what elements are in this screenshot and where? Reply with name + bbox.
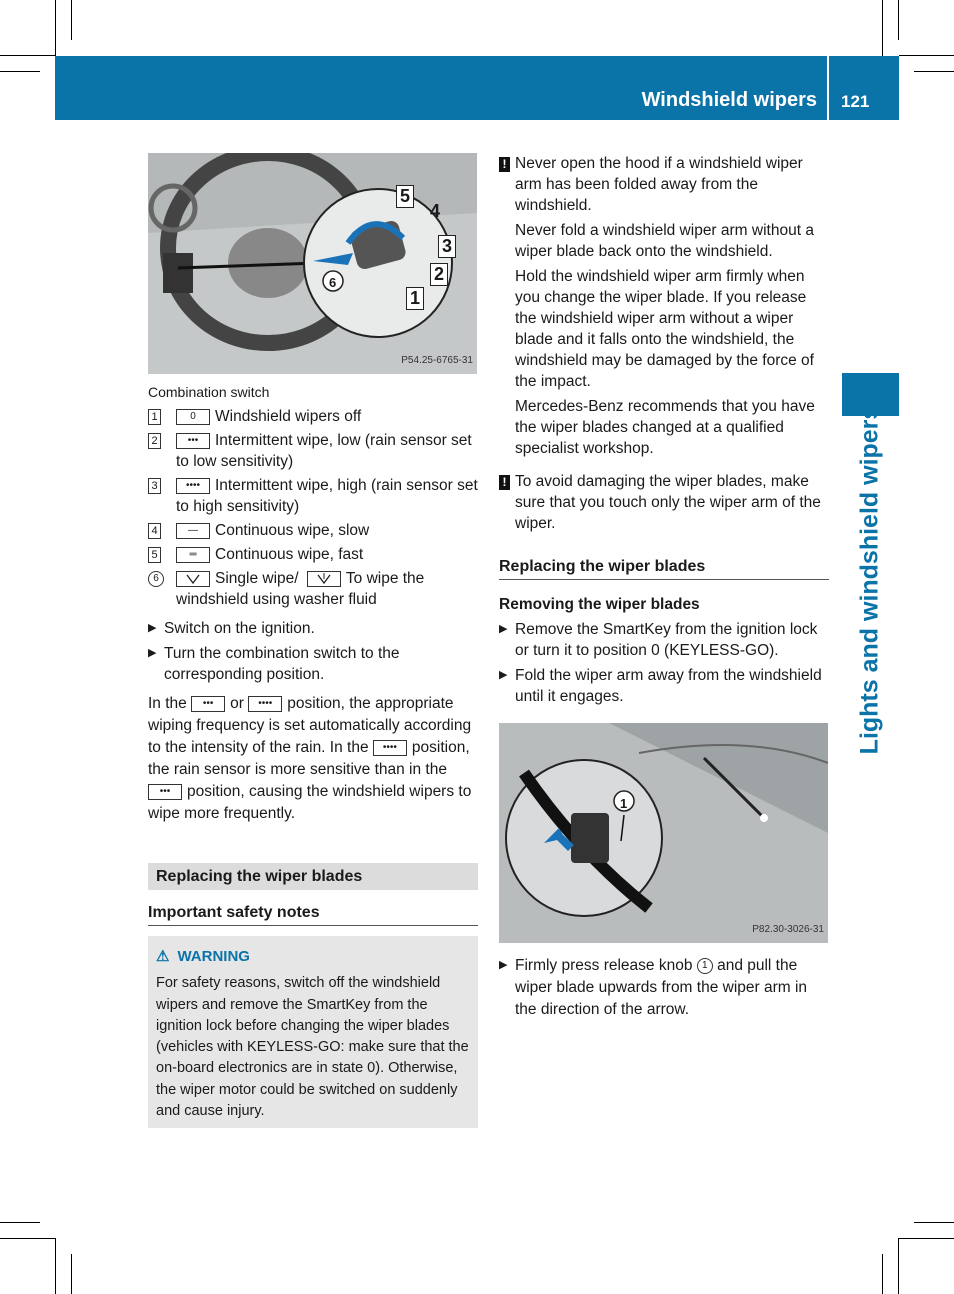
instruction-step: [499, 665, 829, 707]
step-text: Turn the combination switch to the corresponding position.: [164, 645, 400, 683]
crop-mark: [899, 55, 954, 56]
legend-item: [148, 520, 478, 541]
replacing-heading: Replacing the wiper blades: [499, 556, 829, 580]
legend-number: 5: [148, 547, 161, 563]
callout-3: 3: [438, 235, 456, 258]
crop-mark: [71, 0, 72, 40]
legend-number: 4: [148, 523, 161, 539]
callout-ref: 1: [697, 958, 713, 974]
note-paragraph: Never fold a windshield wiper arm without a wiper blade back onto the windshield.: [515, 222, 814, 260]
figure-code: P82.30-3026-31: [752, 924, 824, 935]
legend-text: Continuous wipe, slow: [215, 522, 370, 539]
wiper-off-symbol: 0: [176, 409, 210, 425]
right-column: [499, 153, 829, 1021]
figure-code: P54.25-6765-31: [401, 355, 473, 366]
crop-mark: [0, 71, 40, 72]
callout-1: 1: [406, 287, 424, 310]
instruction-step: [499, 619, 829, 661]
legend-text: Single wipe/: [215, 570, 299, 587]
left-column: [148, 153, 478, 1128]
legend-text: Windshield wipers off: [215, 408, 362, 425]
step-arrow-icon: ▶: [499, 959, 508, 971]
crop-mark: [55, 0, 56, 56]
note-paragraph: Never open the hood if a windshield wiper arm has been folded away from the windshield.: [515, 155, 803, 214]
legend-number: 1: [148, 409, 161, 425]
legend-number: 3: [148, 478, 161, 494]
step-arrow-icon: ▶: [148, 622, 157, 634]
crop-mark: [914, 71, 954, 72]
step-text: Firmly press release knob 1 and pull the wiper blade upwards from the wiper arm in the direction of the arrow.: [515, 957, 808, 1018]
single-wipe-icon: [176, 571, 210, 587]
warning-title: WARNING: [177, 948, 250, 965]
warning-text: For safety reasons, switch off the windshield wipers and remove the SmartKey from the ignition lock before changing the wiper blades (vehicles with KEYLESS-GO: make sure that the on-board electronics are in state 0). Otherwise, the wiper motor could be switched on suddenly and cause injury.: [156, 975, 469, 1120]
crop-mark: [898, 0, 899, 40]
legend-item: [148, 430, 478, 472]
step-arrow-icon: ▶: [499, 669, 508, 681]
caution-icon: !: [499, 157, 510, 172]
figure-caption: Combination switch: [148, 384, 270, 400]
warning-triangle-icon: ⚠: [156, 948, 170, 965]
crop-mark: [0, 55, 55, 56]
page-title: Windshield wipers: [641, 89, 817, 111]
crop-mark: [71, 1254, 72, 1294]
car-wiper-illustration: [499, 723, 828, 943]
instruction-step: [499, 955, 829, 1021]
legend-number: 2: [148, 433, 161, 449]
caution-note: [499, 153, 829, 463]
legend-text: Continuous wipe, fast: [215, 546, 364, 563]
note-paragraph: To avoid damaging the wiper blades, make sure that you touch only the wiper arm of the wiper.: [515, 473, 821, 532]
note-paragraph: Mercedes-Benz recommends that you have the wiper blades changed at a qualified specialist workshop.: [515, 398, 815, 457]
legend-item: [148, 568, 478, 610]
safety-notes-heading: Important safety notes: [148, 902, 478, 926]
intermittent-high-symbol: ••••: [176, 478, 210, 494]
step-text: Remove the SmartKey from the ignition lock or turn it to position 0 (KEYLESS-GO).: [515, 621, 818, 659]
step-text: Fold the wiper arm away from the windshield until it engages.: [515, 667, 822, 705]
crop-mark: [898, 1238, 899, 1294]
step-arrow-icon: ▶: [148, 647, 157, 659]
legend-item: [148, 544, 478, 565]
header-divider: [827, 56, 829, 120]
intermittent-low-symbol: •••: [148, 784, 182, 800]
intermittent-low-symbol: •••: [191, 696, 225, 712]
crop-mark: [882, 0, 883, 56]
crop-mark: [0, 1222, 40, 1223]
crop-mark: [0, 1238, 55, 1239]
warning-box: [148, 936, 478, 1128]
step-arrow-icon: ▶: [499, 623, 508, 635]
callout-5: 5: [396, 185, 414, 208]
legend-text: Intermittent wipe, high (rain sensor set to high sensitivity): [176, 477, 478, 515]
crop-mark: [55, 1238, 56, 1294]
step-text: Switch on the ignition.: [164, 620, 315, 637]
intermittent-low-symbol: •••: [176, 433, 210, 449]
rain-sensor-paragraph: In the ••• or •••• position, the appropriate wiping frequency is set automatically according to the intensity of the rain. In the •••• position, the rain sensor is more sensitive than in the ••• position, causing the windshield wipers to wipe more frequently.: [148, 695, 472, 822]
crop-mark: [899, 1238, 954, 1239]
caution-icon: !: [499, 475, 510, 490]
continuous-slow-symbol: —: [176, 523, 210, 539]
page-number: 121: [841, 92, 870, 111]
continuous-fast-symbol: ═: [176, 547, 210, 563]
wiper-blade-figure: [499, 723, 828, 943]
chapter-title: Lights and windshield wipers: [855, 405, 884, 755]
crop-mark: [882, 1254, 883, 1294]
note-paragraph: Hold the windshield wiper arm firmly when you change the wiper blade. If you release the windshield wiper arm without a wiper blade and it falls onto the windshield, the windshield may be damaged by the force of the impact.: [515, 268, 814, 390]
instruction-step: [148, 618, 478, 639]
intermittent-high-symbol: ••••: [248, 696, 282, 712]
washer-icon: [307, 571, 341, 587]
crop-mark: [914, 1222, 954, 1223]
removing-heading: Removing the wiper blades: [499, 596, 700, 613]
instruction-step: [148, 643, 478, 685]
callout-1: 1: [620, 796, 628, 811]
legend-text: To wipe the windshield using washer fluid: [176, 570, 425, 608]
callout-6: 6: [329, 275, 337, 290]
callout-4: 4: [430, 201, 441, 221]
steering-wheel-illustration: [148, 153, 477, 374]
page-header: [55, 56, 899, 120]
legend-number: 6: [148, 571, 164, 587]
legend-text: Intermittent wipe, low (rain sensor set to low sensitivity): [176, 432, 472, 470]
intermittent-high-symbol: ••••: [373, 740, 407, 756]
callout-2: 2: [430, 263, 448, 286]
caution-note: [499, 471, 829, 538]
legend-item: [148, 475, 478, 517]
legend-item: [148, 406, 478, 427]
section-heading: Replacing the wiper blades: [148, 863, 478, 890]
combination-switch-figure: [148, 153, 477, 374]
